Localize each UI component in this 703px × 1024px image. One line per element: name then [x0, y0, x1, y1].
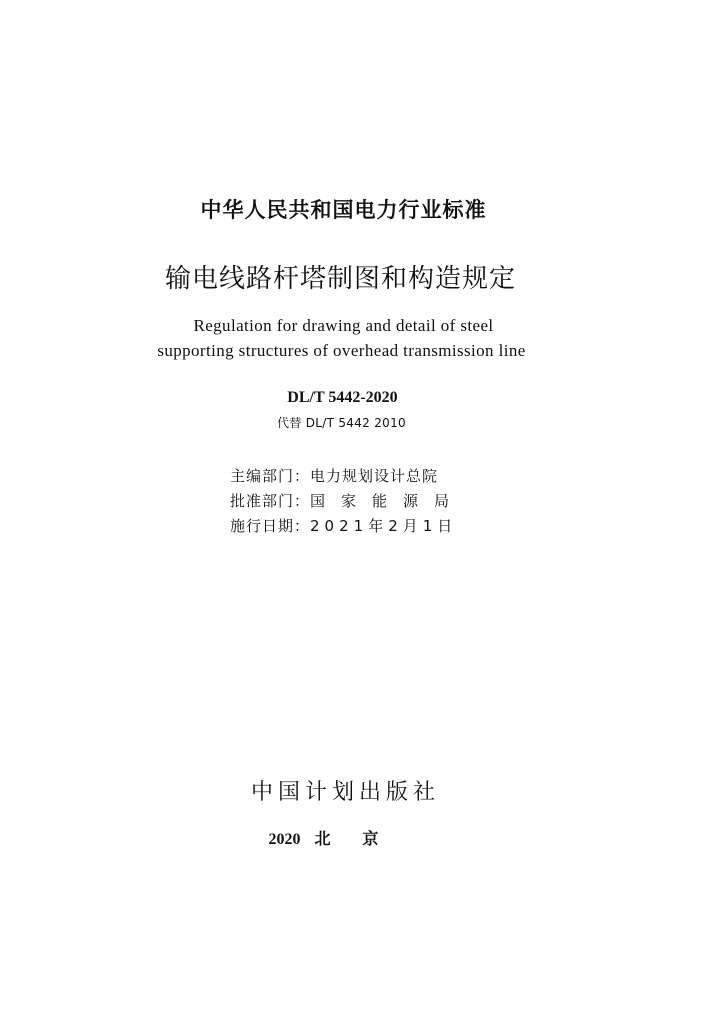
effective-date-row — [230, 515, 457, 536]
editor-value: 电力规划设计总院 — [310, 467, 439, 485]
standard-category: 中华人民共和国电力行业标准 — [200, 198, 487, 222]
editor-row — [230, 465, 438, 486]
publisher-name: 中国计划出版社 — [250, 780, 440, 805]
publication-city: 北京 — [314, 831, 411, 848]
title-english-line-2: supporting structures of overhead transmission line — [157, 341, 526, 360]
approver-label: 批准部门： — [230, 492, 311, 510]
publication-line — [0, 826, 691, 849]
approver-value: 国家能源局 — [310, 492, 466, 510]
publication-year: 2020 — [268, 831, 301, 848]
effective-date-label: 施行日期： — [230, 517, 311, 535]
title-chinese: 输电线路杆塔制图和构造规定 — [164, 264, 516, 294]
title-english-line-1: Regulation for drawing and detail of steel — [193, 316, 494, 335]
standard-code: DL/T 5442-2020 — [287, 389, 398, 406]
replaces-note: 代替 DL/T 5442 2010 — [277, 416, 406, 430]
editor-label: 主编部门： — [230, 467, 311, 485]
effective-date-value: 2021年2月1日 — [310, 517, 458, 535]
approver-row — [230, 490, 465, 511]
